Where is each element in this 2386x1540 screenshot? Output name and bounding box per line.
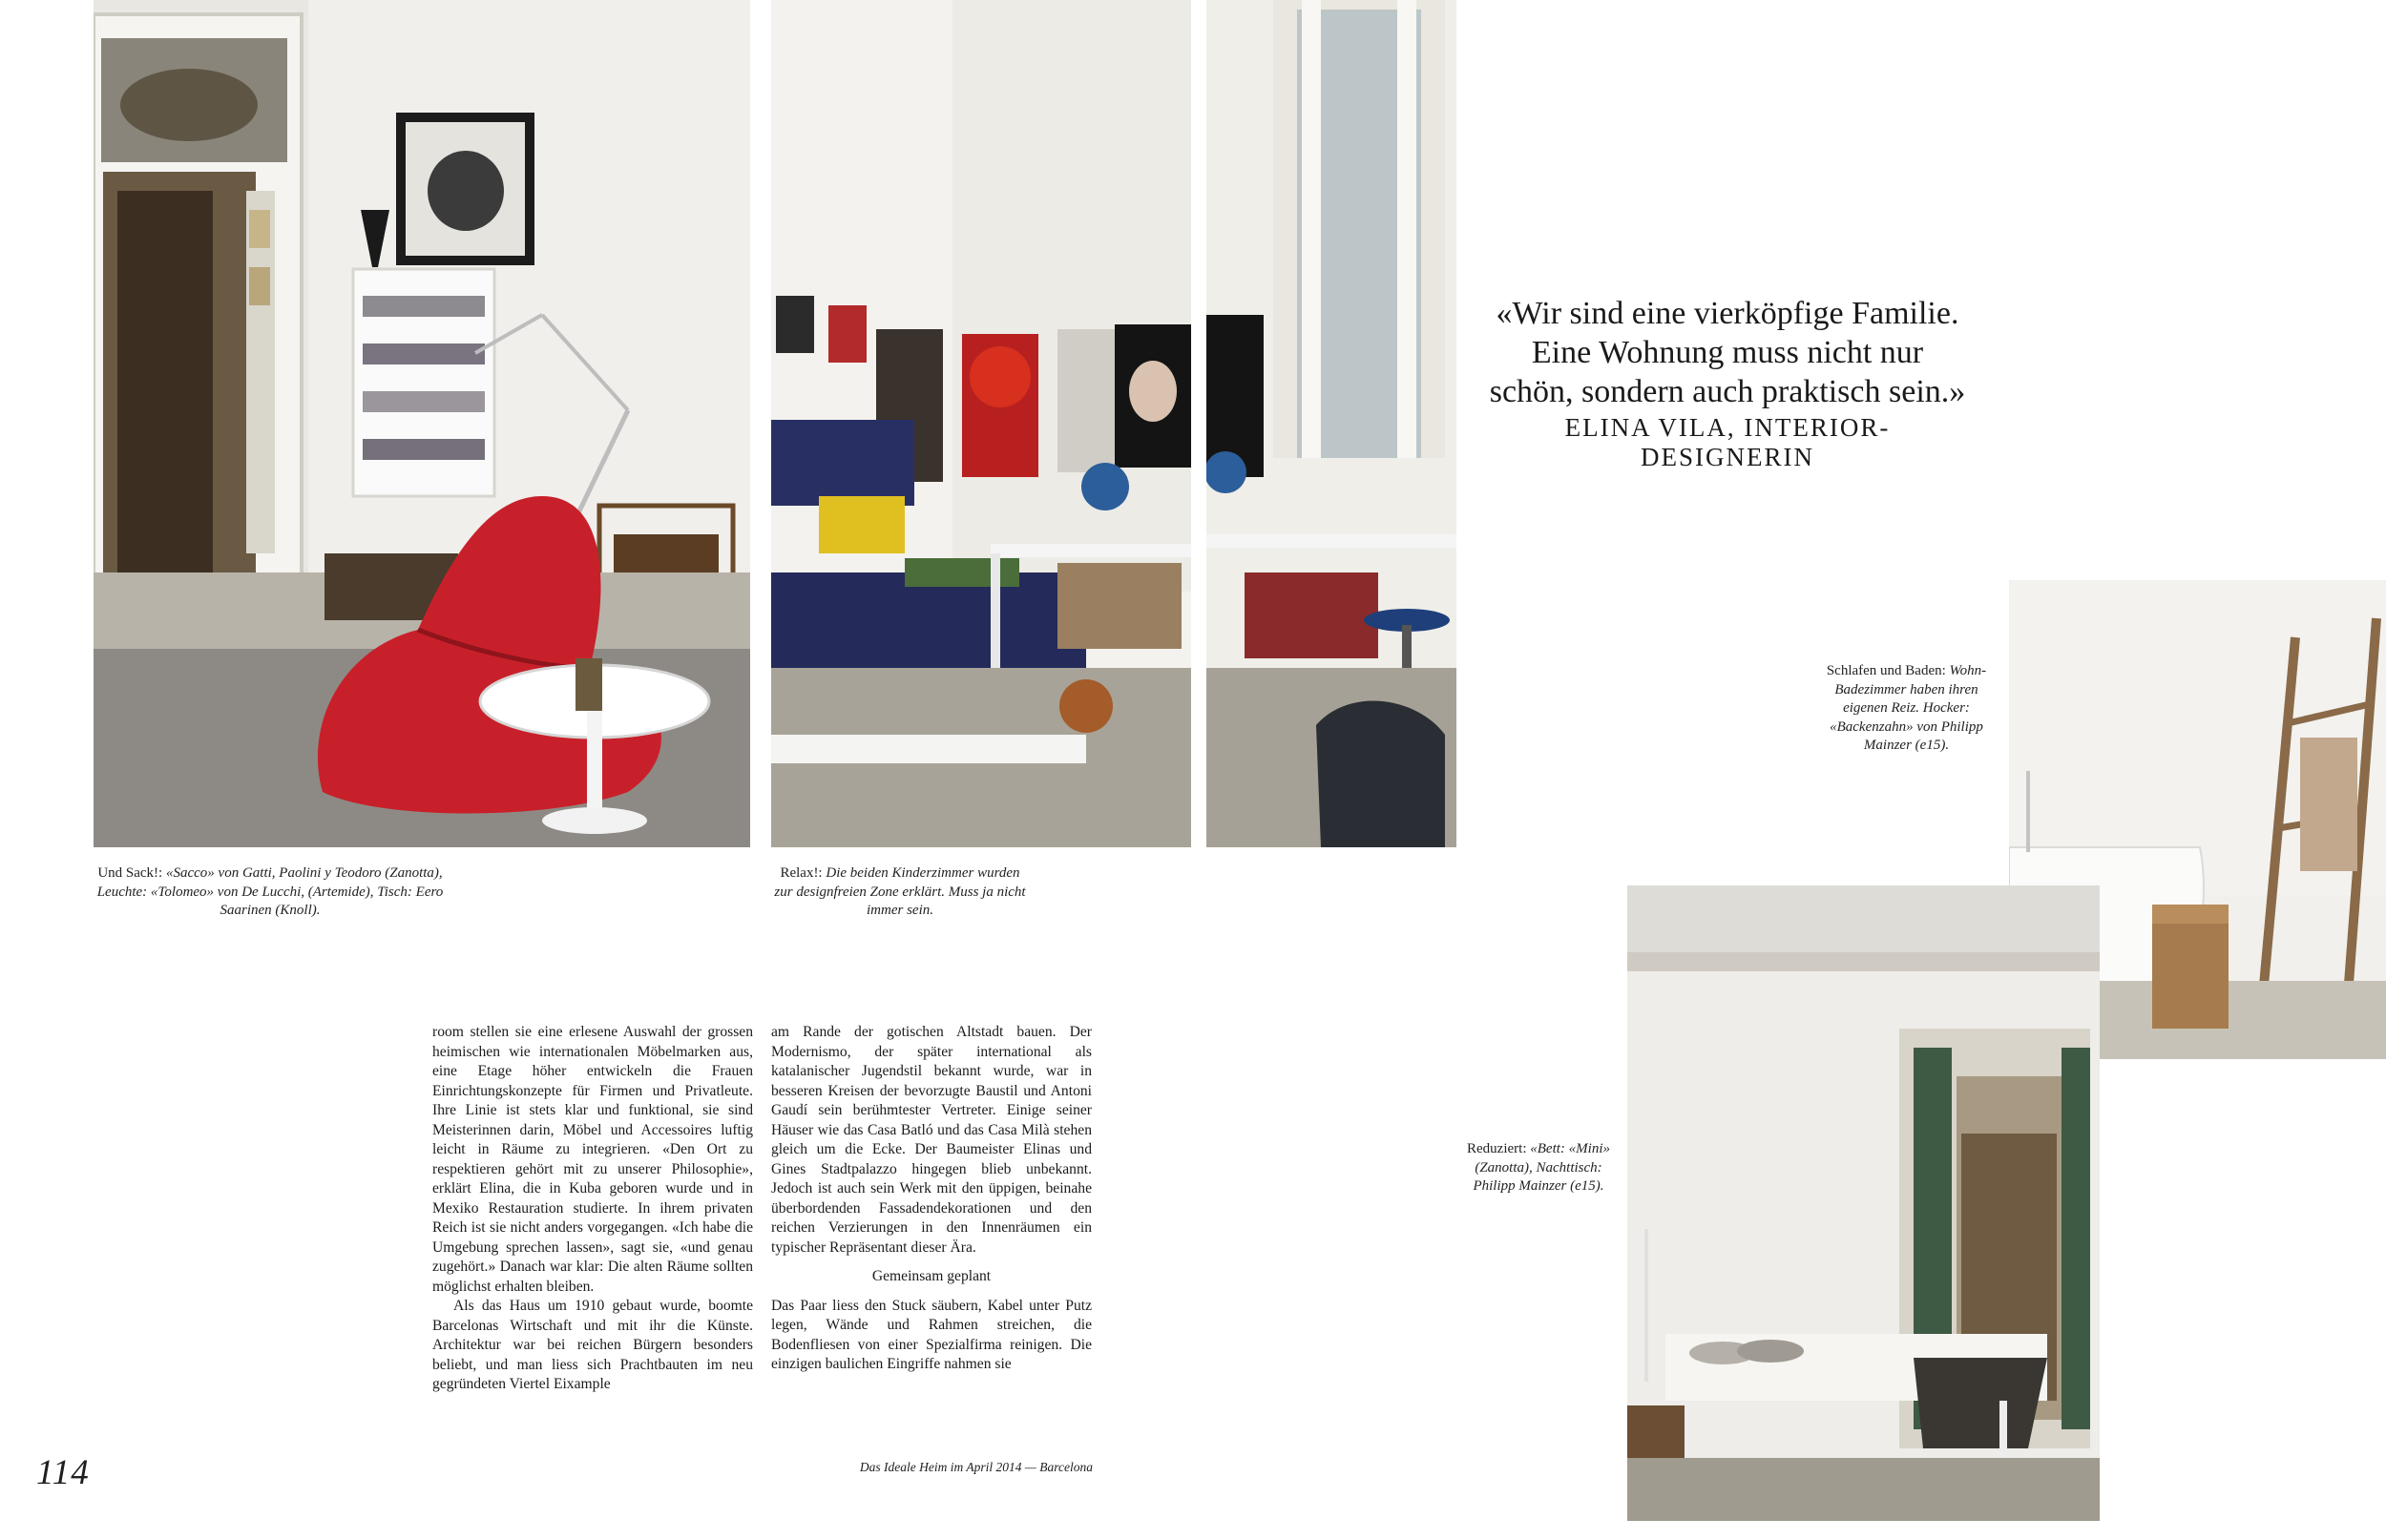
kids-room-photo-left — [771, 0, 1191, 847]
caption-text: «Sacco» von Gatti, Paolini y Teodoro (Zanotta), Leuchte: «Tolomeo» von De Lucchi, (Artemide), Tisch: Eero Saarinen (Knoll). — [96, 865, 444, 918]
bedroom-photo — [1627, 885, 2100, 1521]
quote-attribution: ELINA VILA, INTERIOR-DESIGNERIN — [1564, 413, 1891, 471]
body-column-1 — [432, 1023, 753, 1395]
bedroom-caption — [1462, 1140, 1615, 1197]
paragraph: room stellen sie eine erlesene Auswahl der grossen heimischen wie internationalen Möbelmarken aus, eine Etage höher entwickeln die Frauen Einrichtungskonzepte für Firmen und Privatleute. Ihre Linie ist stets klar und funktional, sie sind Meisterinnen darin, Möbel und Accessoires luftig leicht in Räume zu integrieren. «Den Ort zu respektieren gehört mit zu unserer Philosophie», erklärt Elina, die in Kuba geboren wurde und in Mexiko Restauration studierte. In ihrem privaten Reich ist sie nicht anders vorgegangen. «Ich habe die Umgebung sprechen lassen», sagt sie, «und genau zugehört.» Danach war klar: Die alten Räume sollten möglichst erhalten bleiben. — [432, 1024, 753, 1295]
running-footer: Das Ideale Heim im April 2014 — Barcelona — [859, 1460, 1093, 1474]
caption-lead: Relax!: — [780, 865, 823, 881]
pull-quote — [1489, 294, 1966, 472]
kids-room-caption — [771, 864, 1029, 921]
page-number: 114 — [36, 1453, 90, 1492]
quote-text: «Wir sind eine vierköpfige Familie. Eine Wohnung muss nicht nur schön, sondern auch praktisch sein.» — [1489, 296, 1966, 409]
paragraph: Als das Haus um 1910 gebaut wurde, boomte Barcelonas Wirtschaft und mit ihr die Künste. Architektur war bei reichen Bürgern besonders beliebt, und man liess sich Prachtbauten im neu gegründeten Viertel Eixample — [432, 1298, 753, 1392]
paragraph: Das Paar liess den Stuck säubern, Kabel unter Putz legen, Wände und Rahmen streichen, die Bodenfliesen von einer Spezialfirma reinigen. Die einzigen baulichen Eingriffe nahmen sie — [771, 1297, 1092, 1372]
caption-lead: Schlafen und Baden: — [1826, 663, 1946, 678]
living-room-caption — [94, 864, 447, 921]
caption-text: Die beiden Kinderzimmer wurden zur designfreien Zone erklärt. Muss ja nicht immer sein. — [774, 865, 1026, 918]
paragraph: am Rande der gotischen Altstadt bauen. Der Modernismo, der später international als katalanischer Jugendstil bekannt wurde, war in besseren Kreisen der bevorzugte Baustil und Antoni Gaudí sein berühmtester Vertreter. Einige seiner Häuser wie das Casa Batló und das Casa Milà stehen gleich um die Ecke. Der Baumeister Elinas und Gines Stadtpalazzo hingegen blieb unbekannt. Jedoch ist auch sein Werk mit den üppigen, beinahe überbordenden Fassadendekorationen und den reichen Verzierungen in den Innenräumen ein typischer Repräsentant dieser Ära. — [771, 1024, 1092, 1256]
caption-lead: Reduziert: — [1467, 1141, 1527, 1156]
living-room-photo — [94, 0, 750, 847]
caption-lead: Und Sack!: — [97, 865, 163, 881]
body-column-2 — [771, 1023, 1092, 1375]
section-subhead: Gemeinsam geplant — [871, 1268, 992, 1284]
kids-room-photo-right — [1206, 0, 1456, 847]
caption-text: Wohn-Badezimmer haben ihren eigenen Reiz. Hocker: «Backenzahn» von Philipp Mainzer (e15). — [1830, 663, 1987, 753]
bathroom-caption — [1823, 662, 1990, 756]
caption-text: «Bett: «Mini» (Zanotta), Nachttisch: Philipp Mainzer (e15). — [1473, 1141, 1610, 1194]
